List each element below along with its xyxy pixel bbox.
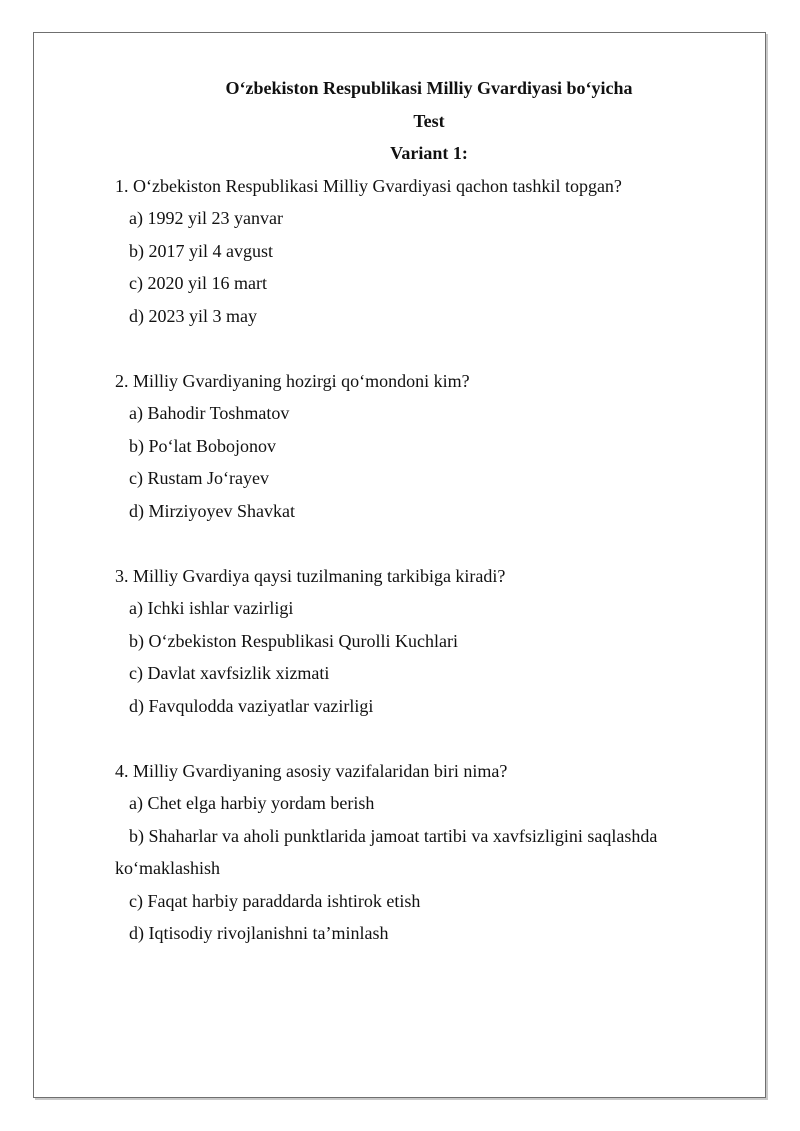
question-2 [115,365,715,528]
option-b: b) Shaharlar va aholi punktlarida jamoat tartibi va xavfsizligini saqlashda [129,825,658,846]
document-title: O‘zbekiston Respublikasi Milliy Gvardiyasi bo‘yicha [225,78,633,98]
option-c: c) Faqat harbiy paraddarda ishtirok etish [129,890,421,911]
option-a: a) 1992 yil 23 yanvar [129,208,283,228]
spacer [115,722,715,755]
option-a: a) Bahodir Toshmatov [129,403,290,423]
spacer [115,332,715,365]
option-b-continuation: ko‘maklashish [115,858,220,878]
option-d: d) 2023 yil 3 may [129,305,257,326]
option-c: c) Davlat xavfsizlik xizmati [129,663,330,683]
question-4 [115,755,715,950]
document-body [115,72,715,950]
option-d: d) Mirziyoyev Shavkat [129,500,295,521]
spacer [115,527,715,560]
question-text: 3. Milliy Gvardiya qaysi tuzilmaning tarkibiga kiradi? [115,565,506,586]
option-b: b) O‘zbekiston Respublikasi Qurolli Kuchlari [129,630,458,651]
variant-heading: Variant 1: [390,143,468,163]
question-text: 4. Milliy Gvardiyaning asosiy vazifalaridan biri nima? [115,760,508,781]
document-subtitle: Test [413,110,445,131]
option-d: d) Favqulodda vaziyatlar vazirligi [129,695,374,716]
question-text: 2. Milliy Gvardiyaning hozirgi qo‘mondoni kim? [115,370,470,391]
question-3 [115,560,715,723]
option-b: b) Po‘lat Bobojonov [129,435,276,456]
option-c: c) Rustam Jo‘rayev [129,468,269,488]
option-a: a) Ichki ishlar vazirligi [129,598,294,618]
question-text: 1. O‘zbekiston Respublikasi Milliy Gvardiyasi qachon tashkil topgan? [115,175,622,196]
option-a: a) Chet elga harbiy yordam berish [129,793,375,813]
option-c: c) 2020 yil 16 mart [129,273,267,293]
question-1 [115,170,715,333]
option-d: d) Iqtisodiy rivojlanishni ta’minlash [129,923,389,943]
option-b: b) 2017 yil 4 avgust [129,240,273,261]
